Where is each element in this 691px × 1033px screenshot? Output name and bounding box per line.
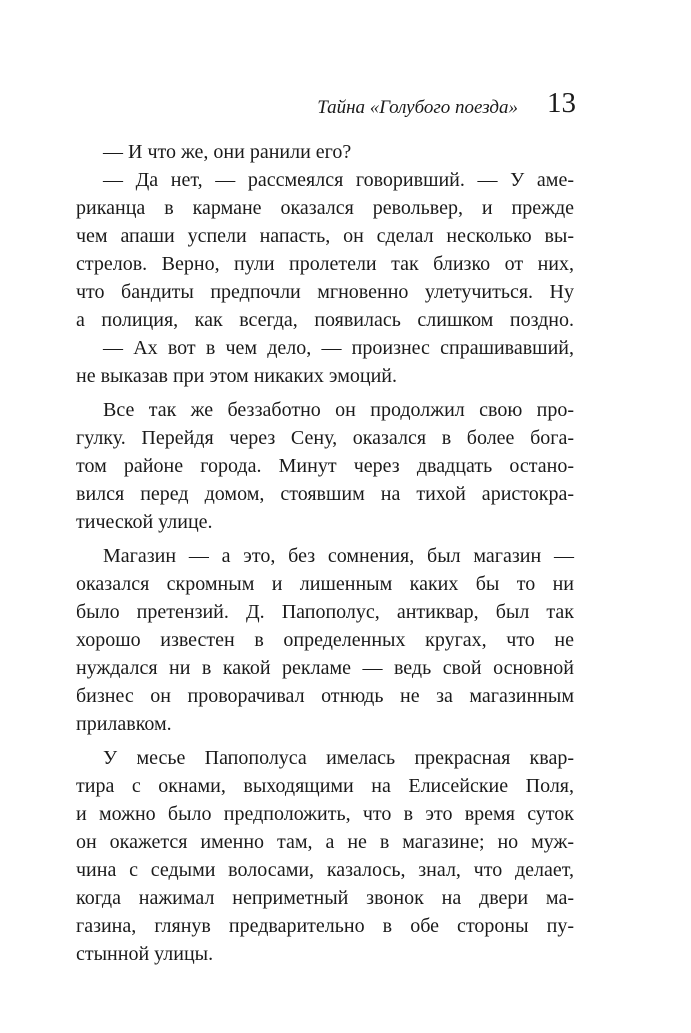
- text-line: бизнес он проворачивал отнюдь не за магазинным: [76, 685, 574, 707]
- text-line: — Да нет, — рассмеялся говоривший. — У аме-: [103, 169, 574, 191]
- text-line: стрелов. Верно, пули пролетели так близко от них,: [76, 253, 574, 275]
- text-line: газина, глянув предварительно в обе стороны пу-: [76, 915, 574, 937]
- text-line: и можно было предположить, что в это время суток: [76, 803, 574, 825]
- text-line: прилавком.: [76, 713, 172, 735]
- text-line: риканца в кармане оказался револьвер, и прежде: [76, 197, 574, 219]
- text-line: не выказав при этом никаких эмоций.: [76, 365, 398, 387]
- text-line: гулку. Перейдя через Сену, оказался в более бога-: [76, 427, 574, 449]
- text-line: нуждался ни в какой рекламе — ведь свой основной: [76, 657, 574, 679]
- text-line: было претензий. Д. Папополус, антиквар, был так: [76, 601, 574, 623]
- text-line: когда нажимал неприметный звонок на двери ма-: [76, 887, 574, 909]
- text-line: хорошо известен в определенных кругах, что не: [76, 629, 574, 651]
- text-line: стынной улицы.: [76, 943, 214, 965]
- page-number: 13: [547, 87, 576, 119]
- running-head: [76, 86, 576, 122]
- text-line: тической улице.: [76, 511, 213, 533]
- running-title: Тайна «Голубого поезда»: [317, 97, 518, 118]
- text-line: том районе города. Минут через двадцать остано-: [76, 455, 574, 477]
- text-line: что бандиты предпочли мгновенно улетучиться. Ну: [76, 281, 574, 303]
- text-line: — Ах вот в чем дело, — произнес спрашивавший,: [103, 337, 574, 359]
- text-line: — И что же, они ранили его?: [103, 141, 352, 163]
- text-line: тира с окнами, выходящими на Елисейские Поля,: [76, 775, 574, 797]
- text-line: Все так же беззаботно он продолжил свою про-: [103, 399, 574, 421]
- text-line: вился перед домом, стоявшим на тихой аристокра-: [76, 483, 574, 505]
- text-line: У месье Папополуса имелась прекрасная квар-: [103, 747, 574, 769]
- text-line: а полиция, как всегда, появилась слишком поздно.: [76, 309, 574, 331]
- text-line: чина с седыми волосами, казалось, знал, что делает,: [76, 859, 574, 881]
- text-line: оказался скромным и лишенным каких бы то ни: [76, 573, 574, 595]
- text-line: Магазин — а это, без сомнения, был магазин —: [103, 545, 574, 567]
- text-line: чем апаши успели напасть, он сделал несколько вы-: [76, 225, 574, 247]
- text-line: он окажется именно там, а не в магазине; но муж-: [76, 831, 574, 853]
